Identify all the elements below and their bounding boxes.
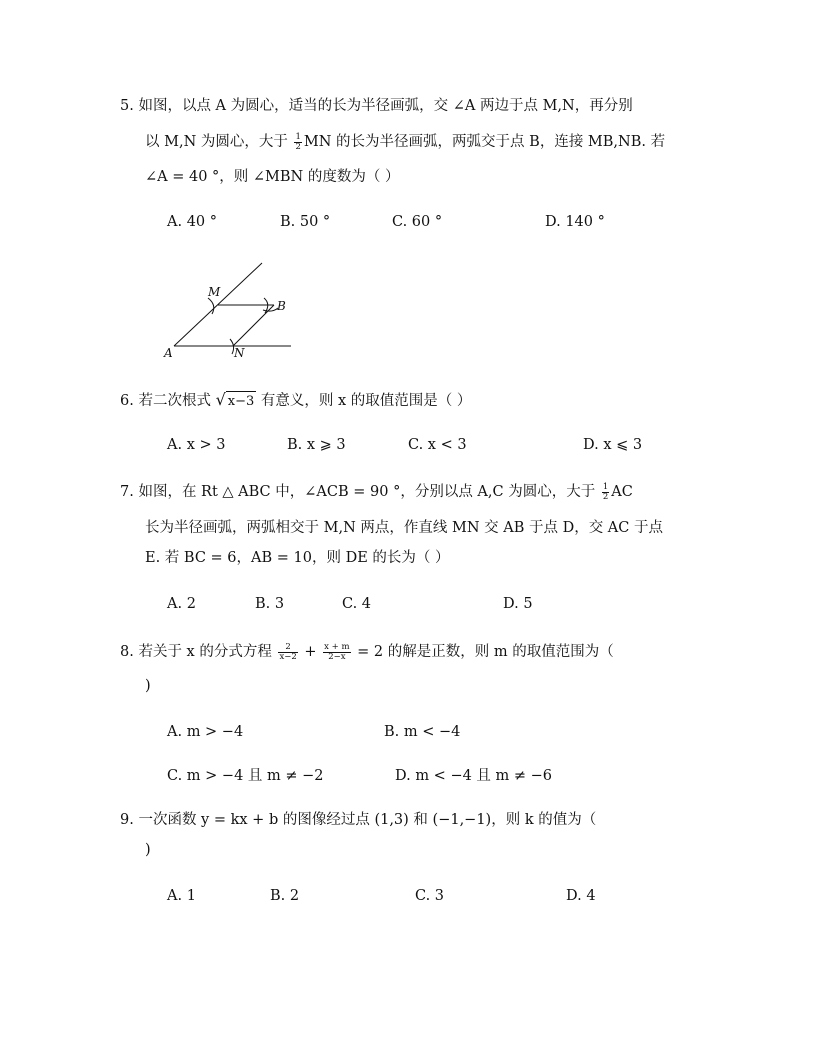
q8-f1-den: x−2 xyxy=(279,651,297,662)
radical-icon: √ xyxy=(215,390,226,409)
q6-line1 xyxy=(120,390,471,412)
q5-option-d: D. 140 ° xyxy=(545,214,605,230)
q5-option-c: C. 60 ° xyxy=(392,214,443,230)
q9-option-b: B. 2 xyxy=(270,888,300,904)
q7-frac-num: 1 xyxy=(602,481,609,492)
q6-option-c: C. x < 3 xyxy=(408,437,467,453)
q5-frac-num: 1 xyxy=(295,131,301,142)
q7-line1-pre: 7. 如图，在 Rt △ ABC 中，∠ACB = 90 °，分别以点 A,C 为圆心，大于 xyxy=(120,484,600,500)
sqrt-expression xyxy=(216,390,257,412)
q9-option-c: C. 3 xyxy=(415,888,445,904)
q5-line1: 5. 如图，以点 A 为圆心，适当的长为半径画弧，交 ∠A 两边于点 M,N，再分别 xyxy=(120,98,633,114)
q8-line1 xyxy=(120,642,614,662)
q6-radicand: x−3 xyxy=(226,391,257,412)
q7-fraction xyxy=(602,483,609,502)
q9-line1: 9. 一次函数 y = kx + b 的图像经过点 (1,3) 和 (−1,−1)，则 k 的值为（ xyxy=(120,812,597,828)
q5-line3: ∠A = 40 °，则 ∠MBN 的度数为（ ） xyxy=(145,169,400,185)
q8-fraction-2 xyxy=(323,643,350,662)
q7-option-b: B. 3 xyxy=(255,596,285,612)
q8-option-a: A. m > −4 xyxy=(167,724,244,740)
q8-plus: + xyxy=(299,644,322,660)
q7-line3: E. 若 BC = 6，AB = 10，则 DE 的长为（ ） xyxy=(145,550,450,566)
q5-fraction xyxy=(294,133,301,152)
q5-geometry-figure xyxy=(160,258,300,363)
q5-line2-pre: 以 M,N 为圆心，大于 xyxy=(145,134,293,150)
q9-option-d: D. 4 xyxy=(566,888,596,904)
q8-pre: 8. 若关于 x 的分式方程 xyxy=(120,644,277,660)
q6-option-d: D. x ⩽ 3 xyxy=(583,437,643,453)
q5-line2 xyxy=(145,132,665,152)
q9-option-a: A. 1 xyxy=(167,888,196,904)
q5-option-b: B. 50 ° xyxy=(280,214,331,230)
q8-f2-den: 2−x xyxy=(328,651,346,662)
q6-option-a: A. x > 3 xyxy=(167,437,226,453)
q8-option-c: C. m > −4 且 m ≠ −2 xyxy=(167,768,324,784)
q5-option-a: A. 40 ° xyxy=(167,214,217,230)
q7-line1-post: AC xyxy=(611,484,633,500)
q7-frac-den: 2 xyxy=(602,491,609,502)
q7-line1 xyxy=(120,482,633,502)
q8-f1-num: 2 xyxy=(278,643,297,653)
q8-option-d: D. m < −4 且 m ≠ −6 xyxy=(395,768,553,784)
label-b: B xyxy=(277,299,286,313)
label-m: M xyxy=(208,285,221,299)
q7-option-a: A. 2 xyxy=(167,596,196,612)
q6-pre: 6. 若二次根式 xyxy=(120,393,216,409)
q7-option-c: C. 4 xyxy=(342,596,372,612)
q9-line2: ) xyxy=(145,842,151,858)
q7-option-d: D. 5 xyxy=(503,596,533,612)
q5-line2-post: MN 的长为半径画弧，两弧交于点 B，连接 MB,NB. 若 xyxy=(303,134,666,150)
q8-f2-num: x + m xyxy=(324,641,350,652)
q8-option-b: B. m < −4 xyxy=(384,724,461,740)
q7-line2: 长为半径画弧，两弧相交于 M,N 两点，作直线 MN 交 AB 于点 D，交 AC 于点 xyxy=(145,520,663,536)
q6-option-b: B. x ⩾ 3 xyxy=(287,437,346,453)
label-n: N xyxy=(234,346,245,360)
label-a: A xyxy=(164,346,173,360)
q8-post: = 2 的解是正数，则 m 的取值范围为（ xyxy=(352,644,614,660)
q6-post: 有意义，则 x 的取值范围是（ ） xyxy=(256,393,472,409)
q8-fraction-1 xyxy=(278,643,297,662)
q5-frac-den: 2 xyxy=(295,141,301,152)
q8-line2: ) xyxy=(145,678,151,694)
